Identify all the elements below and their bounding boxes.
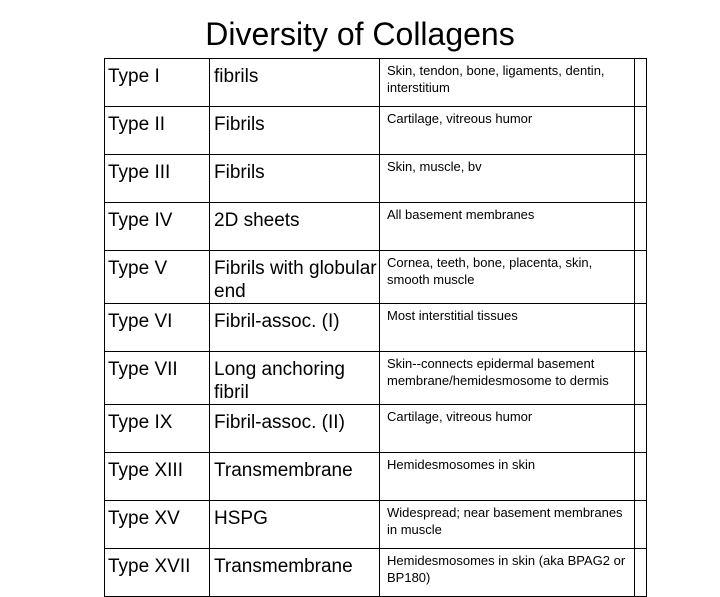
collagen-type-cell: Type VII: [105, 352, 210, 405]
structure-cell: Fibrils with globular end: [210, 251, 380, 304]
table-row: [105, 203, 647, 251]
structure-cell: fibrils: [210, 59, 380, 107]
blank-cell: [635, 155, 647, 203]
tissue-location-cell: Most interstitial tissues: [380, 304, 635, 352]
structure-cell: Fibrils: [210, 107, 380, 155]
collagen-type-cell: Type IV: [105, 203, 210, 251]
blank-cell: [635, 453, 647, 501]
table-row: [105, 251, 647, 304]
collagen-type-cell: Type IX: [105, 405, 210, 453]
table-row: [105, 59, 647, 107]
tissue-location-cell: Widespread; near basement membranes in muscle: [380, 501, 635, 549]
blank-cell: [635, 203, 647, 251]
blank-cell: [635, 405, 647, 453]
structure-cell: 2D sheets: [210, 203, 380, 251]
collagen-type-cell: Type III: [105, 155, 210, 203]
table-row: [105, 304, 647, 352]
collagen-type-cell: Type XV: [105, 501, 210, 549]
collagen-type-cell: Type VI: [105, 304, 210, 352]
tissue-location-cell: Hemidesmosomes in skin (aka BPAG2 or BP180): [380, 549, 635, 597]
blank-cell: [635, 549, 647, 597]
structure-cell: Fibril-assoc. (II): [210, 405, 380, 453]
table-row: [105, 405, 647, 453]
structure-cell: Long anchoring fibril: [210, 352, 380, 405]
collagen-type-cell: Type II: [105, 107, 210, 155]
blank-cell: [635, 59, 647, 107]
structure-cell: HSPG: [210, 501, 380, 549]
tissue-location-cell: Skin--connects epidermal basement membrane/hemidesmosome to dermis: [380, 352, 635, 405]
tissue-location-cell: All basement membranes: [380, 203, 635, 251]
structure-cell: Transmembrane: [210, 549, 380, 597]
tissue-location-cell: Skin, muscle, bv: [380, 155, 635, 203]
tissue-location-cell: Cornea, teeth, bone, placenta, skin, smooth muscle: [380, 251, 635, 304]
blank-cell: [635, 107, 647, 155]
table-row: [105, 107, 647, 155]
structure-cell: Fibril-assoc. (I): [210, 304, 380, 352]
slide-title: Diversity of Collagens: [205, 16, 515, 52]
blank-cell: [635, 304, 647, 352]
tissue-location-cell: Cartilage, vitreous humor: [380, 405, 635, 453]
structure-cell: Transmembrane: [210, 453, 380, 501]
collagen-table: [104, 58, 647, 597]
blank-cell: [635, 251, 647, 304]
collagen-type-cell: Type XIII: [105, 453, 210, 501]
tissue-location-cell: Skin, tendon, bone, ligaments, dentin, interstitium: [380, 59, 635, 107]
table-row: [105, 155, 647, 203]
tissue-location-cell: Cartilage, vitreous humor: [380, 107, 635, 155]
collagen-type-cell: Type I: [105, 59, 210, 107]
blank-cell: [635, 501, 647, 549]
table-row: [105, 352, 647, 405]
table-row: [105, 453, 647, 501]
structure-cell: Fibrils: [210, 155, 380, 203]
table-row: [105, 501, 647, 549]
table-row: [105, 549, 647, 597]
blank-cell: [635, 352, 647, 405]
collagen-type-cell: Type XVII: [105, 549, 210, 597]
tissue-location-cell: Hemidesmosomes in skin: [380, 453, 635, 501]
collagen-type-cell: Type V: [105, 251, 210, 304]
